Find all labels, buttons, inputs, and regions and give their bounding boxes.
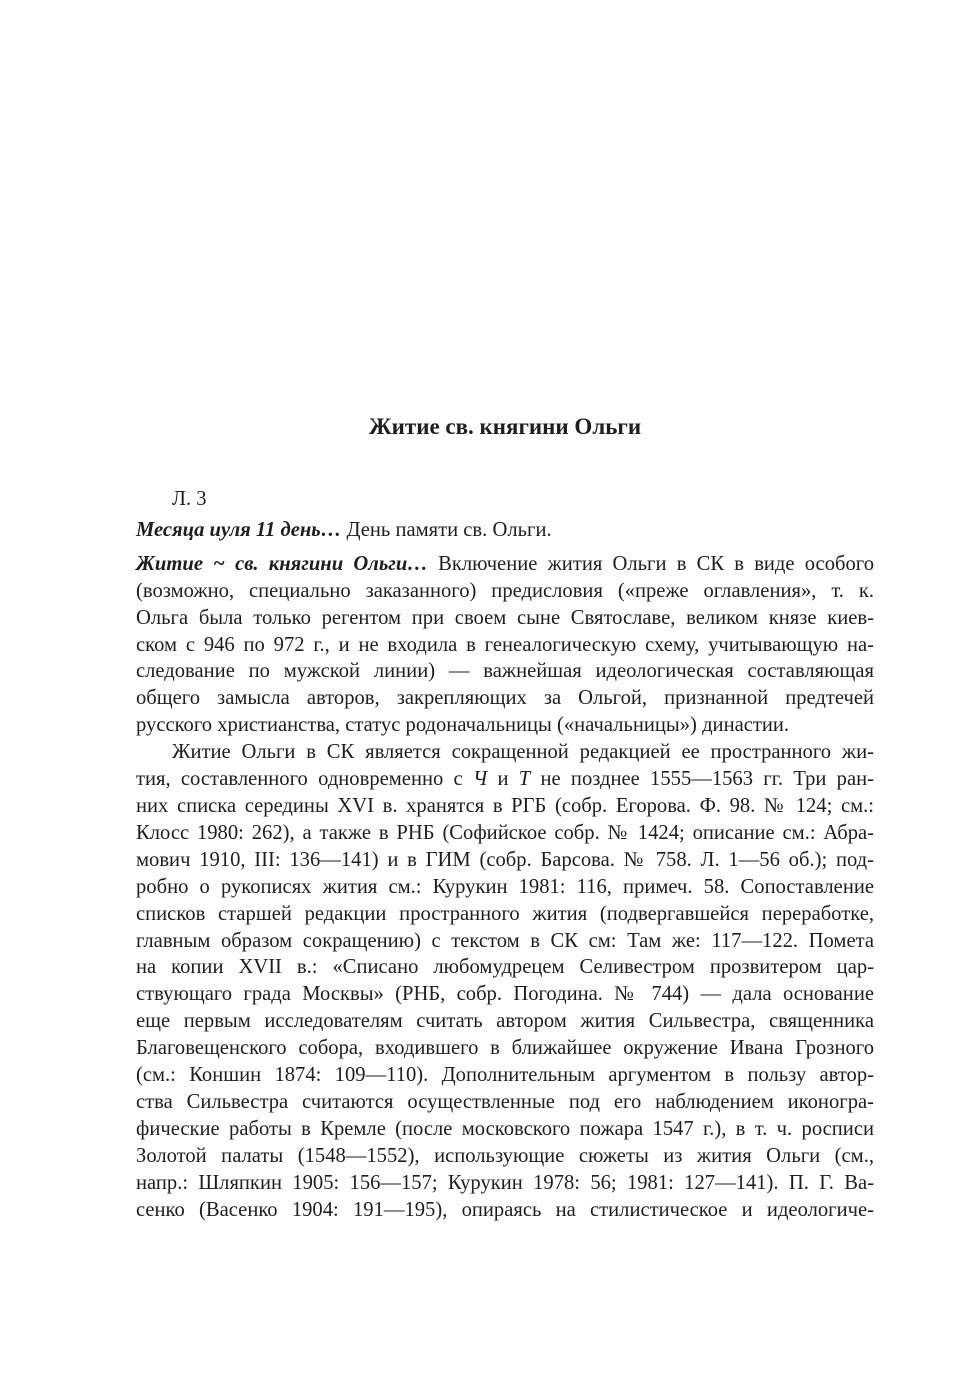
- text-line: Благовещенского собора, входившего в ближайшее окружение Ивана Грозного: [136, 1037, 874, 1060]
- text-line: еще первым исследователям считать автором жития Сильвестра, священника: [136, 1010, 874, 1033]
- siglum-t: Т: [518, 768, 531, 791]
- text-line: Клосс 1980: 262), а также в РНБ (Софийское собр. № 1424; описание см.: Абра-: [136, 821, 874, 844]
- text-line: Ольга была только регентом при своем сыне Святославе, великом князе киев-: [136, 606, 874, 629]
- text-line: ства Сильвестра считаются осуществленные под его наблюдением иконогра-: [136, 1090, 874, 1113]
- text-line: мович 1910, III: 136—141) и в ГИМ (собр. Барсова. № 758. Л. 1—56 об.); под-: [136, 848, 874, 871]
- entry-line: [136, 517, 874, 544]
- text-line: них списка середины XVI в. хранятся в РГБ (собр. Егорова. Ф. 98. № 124; см.:: [136, 794, 874, 817]
- entry-text: Включение жития Ольги в СК в виде особого: [427, 552, 874, 575]
- paragraph-manuscripts: [136, 739, 874, 1223]
- text-line: Житие Ольги в СК является сокращенной редакцией ее пространного жи-: [172, 741, 874, 764]
- text-line: робно о рукописях жития см.: Курукин 1981: 116, примеч. 58. Сопоставление: [136, 875, 874, 898]
- text-line: ском с 946 по 972 г., и не входила в генеалогическую схему, учитывающую на-: [136, 633, 874, 656]
- text-line: напр.: Шляпкин 1905: 156—157; Курукин 1978: 56; 1981: 127—141). П. Г. Ва-: [136, 1171, 874, 1194]
- text-line: тия, составленного одновременно с Ч и Т не позднее 1555—1563 гг. Три ран-: [136, 768, 874, 791]
- text-line: Золотой палаты (1548—1552), использующие сюжеты из жития Ольги (см.,: [136, 1144, 874, 1167]
- text-line: русского христианства, статус родоначальницы («начальницы») династии.: [136, 714, 790, 737]
- chapter-title: Житие св. княгини Ольги: [368, 414, 642, 439]
- text-line: (возможно, специально заказанного) предисловия («преже оглавления», т. к.: [136, 579, 874, 602]
- entry-month-day: [136, 517, 874, 544]
- leaf-reference: Л. 3: [172, 488, 207, 510]
- text-line: общего замысла авторов, закрепляющих за Ольгой, признанной предтечей: [136, 687, 874, 710]
- entry-lemma: Житие ~ св. княгини Ольги…: [136, 552, 428, 575]
- entry-line: [136, 551, 874, 578]
- text-line: сенко (Васенко 1904: 191—195), опираясь на стилистическое и идеологиче-: [136, 1198, 874, 1221]
- text-line: на копии XVII в.: «Списано любомудрецем Селивестром прозвитером цар-: [136, 956, 874, 979]
- entry-text: День памяти св. Ольги.: [341, 518, 552, 541]
- commentary-body: [136, 486, 874, 1223]
- entry-lemma: Месяца иуля 11 день…: [136, 518, 342, 541]
- entry-life-of-olga: [136, 551, 874, 739]
- text-line: (см.: Коншин 1874: 109—110). Дополнительным аргументом в пользу автор-: [136, 1064, 874, 1087]
- text-line: главным образом сокращению) с текстом в СК см: Там же: 117—122. Помета: [136, 929, 874, 952]
- text-line: ствующаго града Москвы» (РНБ, собр. Погодина. № 744) — дала основание: [136, 983, 874, 1006]
- text-line: следование по мужской линии) — важнейшая идеологическая составляющая: [136, 660, 874, 683]
- text-line: фические работы в Кремле (после московского пожара 1547 г.), в т. ч. росписи: [136, 1117, 874, 1140]
- text-line: списков старшей редакции пространного жития (подвергавшейся переработке,: [136, 902, 874, 925]
- siglum-ch: Ч: [472, 768, 488, 791]
